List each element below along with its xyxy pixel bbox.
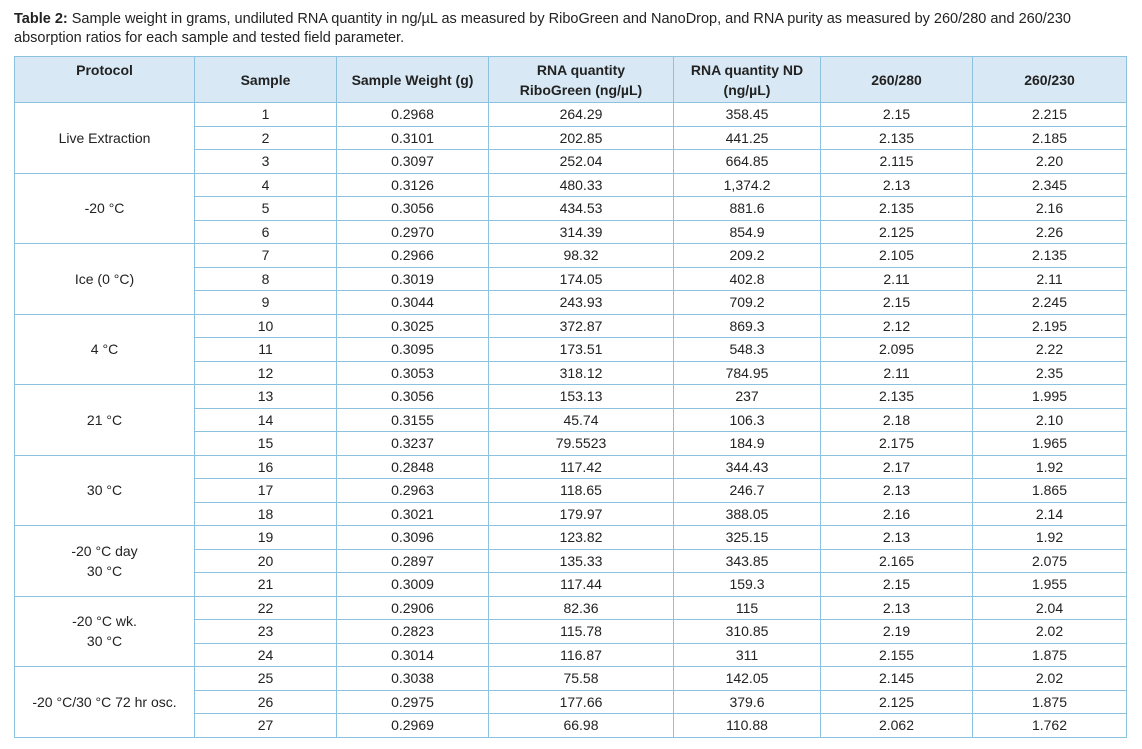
- sample-cell: 11: [195, 338, 337, 362]
- table-row: [15, 103, 1127, 127]
- ratio-260-280-cell: 2.095: [821, 338, 973, 362]
- weight-cell: 0.2966: [337, 244, 489, 268]
- nanodrop-cell: 106.3: [674, 408, 821, 432]
- header-ribogreen-line: RiboGreen (ng/µL): [519, 81, 643, 98]
- ratio-260-230-cell: 1.92: [973, 526, 1127, 550]
- table-caption: [14, 10, 1124, 48]
- weight-cell: 0.3101: [337, 126, 489, 150]
- ribogreen-cell: 480.33: [489, 173, 674, 197]
- ribogreen-cell: 75.58: [489, 667, 674, 691]
- nanodrop-cell: 548.3: [674, 338, 821, 362]
- ratio-260-230-cell: 2.04: [973, 596, 1127, 620]
- protocol-line: 30 °C: [86, 482, 123, 499]
- nanodrop-cell: 311: [674, 643, 821, 667]
- ribogreen-cell: 79.5523: [489, 432, 674, 456]
- ribogreen-cell: 117.42: [489, 455, 674, 479]
- sample-cell: 26: [195, 690, 337, 714]
- header-protocol: Protocol: [15, 57, 195, 103]
- ribogreen-cell: 82.36: [489, 596, 674, 620]
- ratio-260-280-cell: 2.13: [821, 479, 973, 503]
- protocol-cell: [15, 526, 195, 597]
- ribogreen-cell: 153.13: [489, 385, 674, 409]
- sample-cell: 18: [195, 502, 337, 526]
- ribogreen-cell: 434.53: [489, 197, 674, 221]
- weight-cell: 0.3056: [337, 385, 489, 409]
- ratio-260-230-cell: 2.245: [973, 291, 1127, 315]
- ratio-260-280-cell: 2.135: [821, 197, 973, 221]
- weight-cell: 0.3053: [337, 361, 489, 385]
- ratio-260-230-cell: 2.20: [973, 150, 1127, 174]
- header-ribogreen-line: RNA quantity: [536, 61, 626, 78]
- ribogreen-cell: 118.65: [489, 479, 674, 503]
- sample-cell: 16: [195, 455, 337, 479]
- ribogreen-cell: 45.74: [489, 408, 674, 432]
- ribogreen-cell: 252.04: [489, 150, 674, 174]
- weight-cell: 0.3155: [337, 408, 489, 432]
- ratio-260-280-cell: 2.13: [821, 596, 973, 620]
- sample-cell: 14: [195, 408, 337, 432]
- ratio-260-230-cell: 2.185: [973, 126, 1127, 150]
- data-table: [14, 56, 1127, 738]
- ribogreen-cell: 115.78: [489, 620, 674, 644]
- weight-cell: 0.3038: [337, 667, 489, 691]
- ratio-260-280-cell: 2.125: [821, 690, 973, 714]
- protocol-cell: [15, 103, 195, 174]
- sample-cell: 21: [195, 573, 337, 597]
- header-ribogreen: [489, 57, 674, 103]
- nanodrop-cell: 344.43: [674, 455, 821, 479]
- weight-cell: 0.2970: [337, 220, 489, 244]
- sample-cell: 23: [195, 620, 337, 644]
- nanodrop-cell: 110.88: [674, 714, 821, 738]
- nanodrop-cell: 246.7: [674, 479, 821, 503]
- sample-cell: 20: [195, 549, 337, 573]
- weight-cell: 0.2848: [337, 455, 489, 479]
- ratio-260-230-cell: 2.14: [973, 502, 1127, 526]
- nanodrop-cell: 142.05: [674, 667, 821, 691]
- nanodrop-cell: 784.95: [674, 361, 821, 385]
- table-header-row: [15, 57, 1127, 103]
- ratio-260-230-cell: 1.762: [973, 714, 1127, 738]
- nanodrop-cell: 209.2: [674, 244, 821, 268]
- sample-cell: 7: [195, 244, 337, 268]
- header-260-280: 260/280: [821, 57, 973, 103]
- ratio-260-280-cell: 2.11: [821, 267, 973, 291]
- weight-cell: 0.2963: [337, 479, 489, 503]
- table-row: [15, 596, 1127, 620]
- protocol-line: Ice (0 °C): [74, 270, 135, 287]
- sample-cell: 8: [195, 267, 337, 291]
- ratio-260-230-cell: 1.955: [973, 573, 1127, 597]
- ratio-260-280-cell: 2.165: [821, 549, 973, 573]
- sample-cell: 22: [195, 596, 337, 620]
- sample-cell: 4: [195, 173, 337, 197]
- weight-cell: 0.2975: [337, 690, 489, 714]
- weight-cell: 0.2897: [337, 549, 489, 573]
- weight-cell: 0.2906: [337, 596, 489, 620]
- sample-cell: 2: [195, 126, 337, 150]
- ribogreen-cell: 264.29: [489, 103, 674, 127]
- ratio-260-280-cell: 2.17: [821, 455, 973, 479]
- weight-cell: 0.3096: [337, 526, 489, 550]
- ratio-260-230-cell: 2.11: [973, 267, 1127, 291]
- ratio-260-230-cell: 1.92: [973, 455, 1127, 479]
- ratio-260-280-cell: 2.125: [821, 220, 973, 244]
- ratio-260-230-cell: 1.965: [973, 432, 1127, 456]
- nanodrop-cell: 388.05: [674, 502, 821, 526]
- header-nanodrop: [674, 57, 821, 103]
- weight-cell: 0.3095: [337, 338, 489, 362]
- table-row: [15, 526, 1127, 550]
- table-body: [15, 103, 1127, 738]
- nanodrop-cell: 310.85: [674, 620, 821, 644]
- sample-cell: 1: [195, 103, 337, 127]
- ribogreen-cell: 66.98: [489, 714, 674, 738]
- ratio-260-280-cell: 2.135: [821, 385, 973, 409]
- ratio-260-280-cell: 2.175: [821, 432, 973, 456]
- weight-cell: 0.3014: [337, 643, 489, 667]
- weight-cell: 0.2968: [337, 103, 489, 127]
- header-nanodrop-line: RNA quantity ND: [690, 61, 804, 78]
- nanodrop-cell: 184.9: [674, 432, 821, 456]
- nanodrop-cell: 115: [674, 596, 821, 620]
- ratio-260-280-cell: 2.145: [821, 667, 973, 691]
- nanodrop-cell: 869.3: [674, 314, 821, 338]
- ribogreen-cell: 117.44: [489, 573, 674, 597]
- header-nanodrop-line: (ng/µL): [723, 81, 771, 98]
- protocol-cell: [15, 385, 195, 456]
- protocol-line: -20 °C: [84, 200, 125, 217]
- ratio-260-280-cell: 2.135: [821, 126, 973, 150]
- ribogreen-cell: 173.51: [489, 338, 674, 362]
- ratio-260-280-cell: 2.19: [821, 620, 973, 644]
- ratio-260-230-cell: 2.135: [973, 244, 1127, 268]
- ribogreen-cell: 202.85: [489, 126, 674, 150]
- ribogreen-cell: 179.97: [489, 502, 674, 526]
- caption-text: Sample weight in grams, undiluted RNA quantity in ng/µL as measured by RiboGreen and NanoDrop, and RNA purity as measured by 260/280 and 260/230 absorption ratios for each sample and tested field parameter.: [14, 11, 1071, 46]
- protocol-line: 30 °C: [86, 562, 123, 579]
- ratio-260-280-cell: 2.15: [821, 291, 973, 315]
- sample-cell: 13: [195, 385, 337, 409]
- nanodrop-cell: 854.9: [674, 220, 821, 244]
- nanodrop-cell: 237: [674, 385, 821, 409]
- protocol-cell: [15, 455, 195, 526]
- sample-cell: 6: [195, 220, 337, 244]
- ribogreen-cell: 174.05: [489, 267, 674, 291]
- ratio-260-230-cell: 1.995: [973, 385, 1127, 409]
- sample-cell: 25: [195, 667, 337, 691]
- ratio-260-280-cell: 2.12: [821, 314, 973, 338]
- weight-cell: 0.3019: [337, 267, 489, 291]
- protocol-cell: [15, 314, 195, 385]
- nanodrop-cell: 402.8: [674, 267, 821, 291]
- protocol-line: Live Extraction: [58, 129, 151, 146]
- weight-cell: 0.3009: [337, 573, 489, 597]
- protocol-line: -20 °C wk.: [72, 613, 137, 630]
- ratio-260-280-cell: 2.105: [821, 244, 973, 268]
- ratio-260-230-cell: 2.02: [973, 667, 1127, 691]
- sample-cell: 12: [195, 361, 337, 385]
- weight-cell: 0.3126: [337, 173, 489, 197]
- header-260-230: 260/230: [973, 57, 1127, 103]
- ratio-260-230-cell: 2.075: [973, 549, 1127, 573]
- ratio-260-230-cell: 2.35: [973, 361, 1127, 385]
- ratio-260-230-cell: 1.875: [973, 690, 1127, 714]
- protocol-line: -20 °C/30 °C 72 hr osc.: [32, 693, 177, 710]
- weight-cell: 0.3097: [337, 150, 489, 174]
- sample-cell: 15: [195, 432, 337, 456]
- ribogreen-cell: 98.32: [489, 244, 674, 268]
- ratio-260-280-cell: 2.115: [821, 150, 973, 174]
- ratio-260-230-cell: 2.195: [973, 314, 1127, 338]
- ratio-260-280-cell: 2.062: [821, 714, 973, 738]
- header-weight: Sample Weight (g): [337, 57, 489, 103]
- ratio-260-280-cell: 2.16: [821, 502, 973, 526]
- weight-cell: 0.2969: [337, 714, 489, 738]
- sample-cell: 9: [195, 291, 337, 315]
- protocol-cell: [15, 667, 195, 738]
- protocol-line: 21 °C: [86, 411, 123, 428]
- nanodrop-cell: 159.3: [674, 573, 821, 597]
- ratio-260-280-cell: 2.11: [821, 361, 973, 385]
- ratio-260-280-cell: 2.13: [821, 173, 973, 197]
- weight-cell: 0.3025: [337, 314, 489, 338]
- table-row: [15, 455, 1127, 479]
- sample-cell: 10: [195, 314, 337, 338]
- ratio-260-230-cell: 2.345: [973, 173, 1127, 197]
- ratio-260-280-cell: 2.13: [821, 526, 973, 550]
- protocol-cell: [15, 596, 195, 667]
- ratio-260-230-cell: 2.22: [973, 338, 1127, 362]
- nanodrop-cell: 441.25: [674, 126, 821, 150]
- ratio-260-230-cell: 2.02: [973, 620, 1127, 644]
- header-sample: Sample: [195, 57, 337, 103]
- ribogreen-cell: 372.87: [489, 314, 674, 338]
- ratio-260-280-cell: 2.18: [821, 408, 973, 432]
- nanodrop-cell: 881.6: [674, 197, 821, 221]
- sample-cell: 27: [195, 714, 337, 738]
- ribogreen-cell: 177.66: [489, 690, 674, 714]
- ribogreen-cell: 135.33: [489, 549, 674, 573]
- weight-cell: 0.3021: [337, 502, 489, 526]
- nanodrop-cell: 379.6: [674, 690, 821, 714]
- ribogreen-cell: 123.82: [489, 526, 674, 550]
- protocol-cell: [15, 173, 195, 244]
- ribogreen-cell: 116.87: [489, 643, 674, 667]
- ratio-260-280-cell: 2.155: [821, 643, 973, 667]
- caption-label: Table 2:: [14, 11, 68, 27]
- ratio-260-230-cell: 1.865: [973, 479, 1127, 503]
- weight-cell: 0.3056: [337, 197, 489, 221]
- table-row: [15, 173, 1127, 197]
- sample-cell: 24: [195, 643, 337, 667]
- ratio-260-280-cell: 2.15: [821, 103, 973, 127]
- nanodrop-cell: 358.45: [674, 103, 821, 127]
- sample-cell: 3: [195, 150, 337, 174]
- sample-cell: 5: [195, 197, 337, 221]
- protocol-line: 30 °C: [86, 633, 123, 650]
- table-row: [15, 314, 1127, 338]
- weight-cell: 0.2823: [337, 620, 489, 644]
- nanodrop-cell: 664.85: [674, 150, 821, 174]
- weight-cell: 0.3237: [337, 432, 489, 456]
- nanodrop-cell: 709.2: [674, 291, 821, 315]
- ratio-260-230-cell: 2.10: [973, 408, 1127, 432]
- sample-cell: 19: [195, 526, 337, 550]
- ratio-260-230-cell: 2.26: [973, 220, 1127, 244]
- ratio-260-230-cell: 1.875: [973, 643, 1127, 667]
- ratio-260-280-cell: 2.15: [821, 573, 973, 597]
- protocol-cell: [15, 244, 195, 315]
- protocol-line: 4 °C: [90, 341, 119, 358]
- nanodrop-cell: 325.15: [674, 526, 821, 550]
- ribogreen-cell: 318.12: [489, 361, 674, 385]
- sample-cell: 17: [195, 479, 337, 503]
- ratio-260-230-cell: 2.16: [973, 197, 1127, 221]
- ratio-260-230-cell: 2.215: [973, 103, 1127, 127]
- weight-cell: 0.3044: [337, 291, 489, 315]
- table-row: [15, 385, 1127, 409]
- protocol-line: -20 °C day: [71, 542, 138, 559]
- nanodrop-cell: 1,374.2: [674, 173, 821, 197]
- ribogreen-cell: 243.93: [489, 291, 674, 315]
- table-row: [15, 244, 1127, 268]
- nanodrop-cell: 343.85: [674, 549, 821, 573]
- table-row: [15, 667, 1127, 691]
- ribogreen-cell: 314.39: [489, 220, 674, 244]
